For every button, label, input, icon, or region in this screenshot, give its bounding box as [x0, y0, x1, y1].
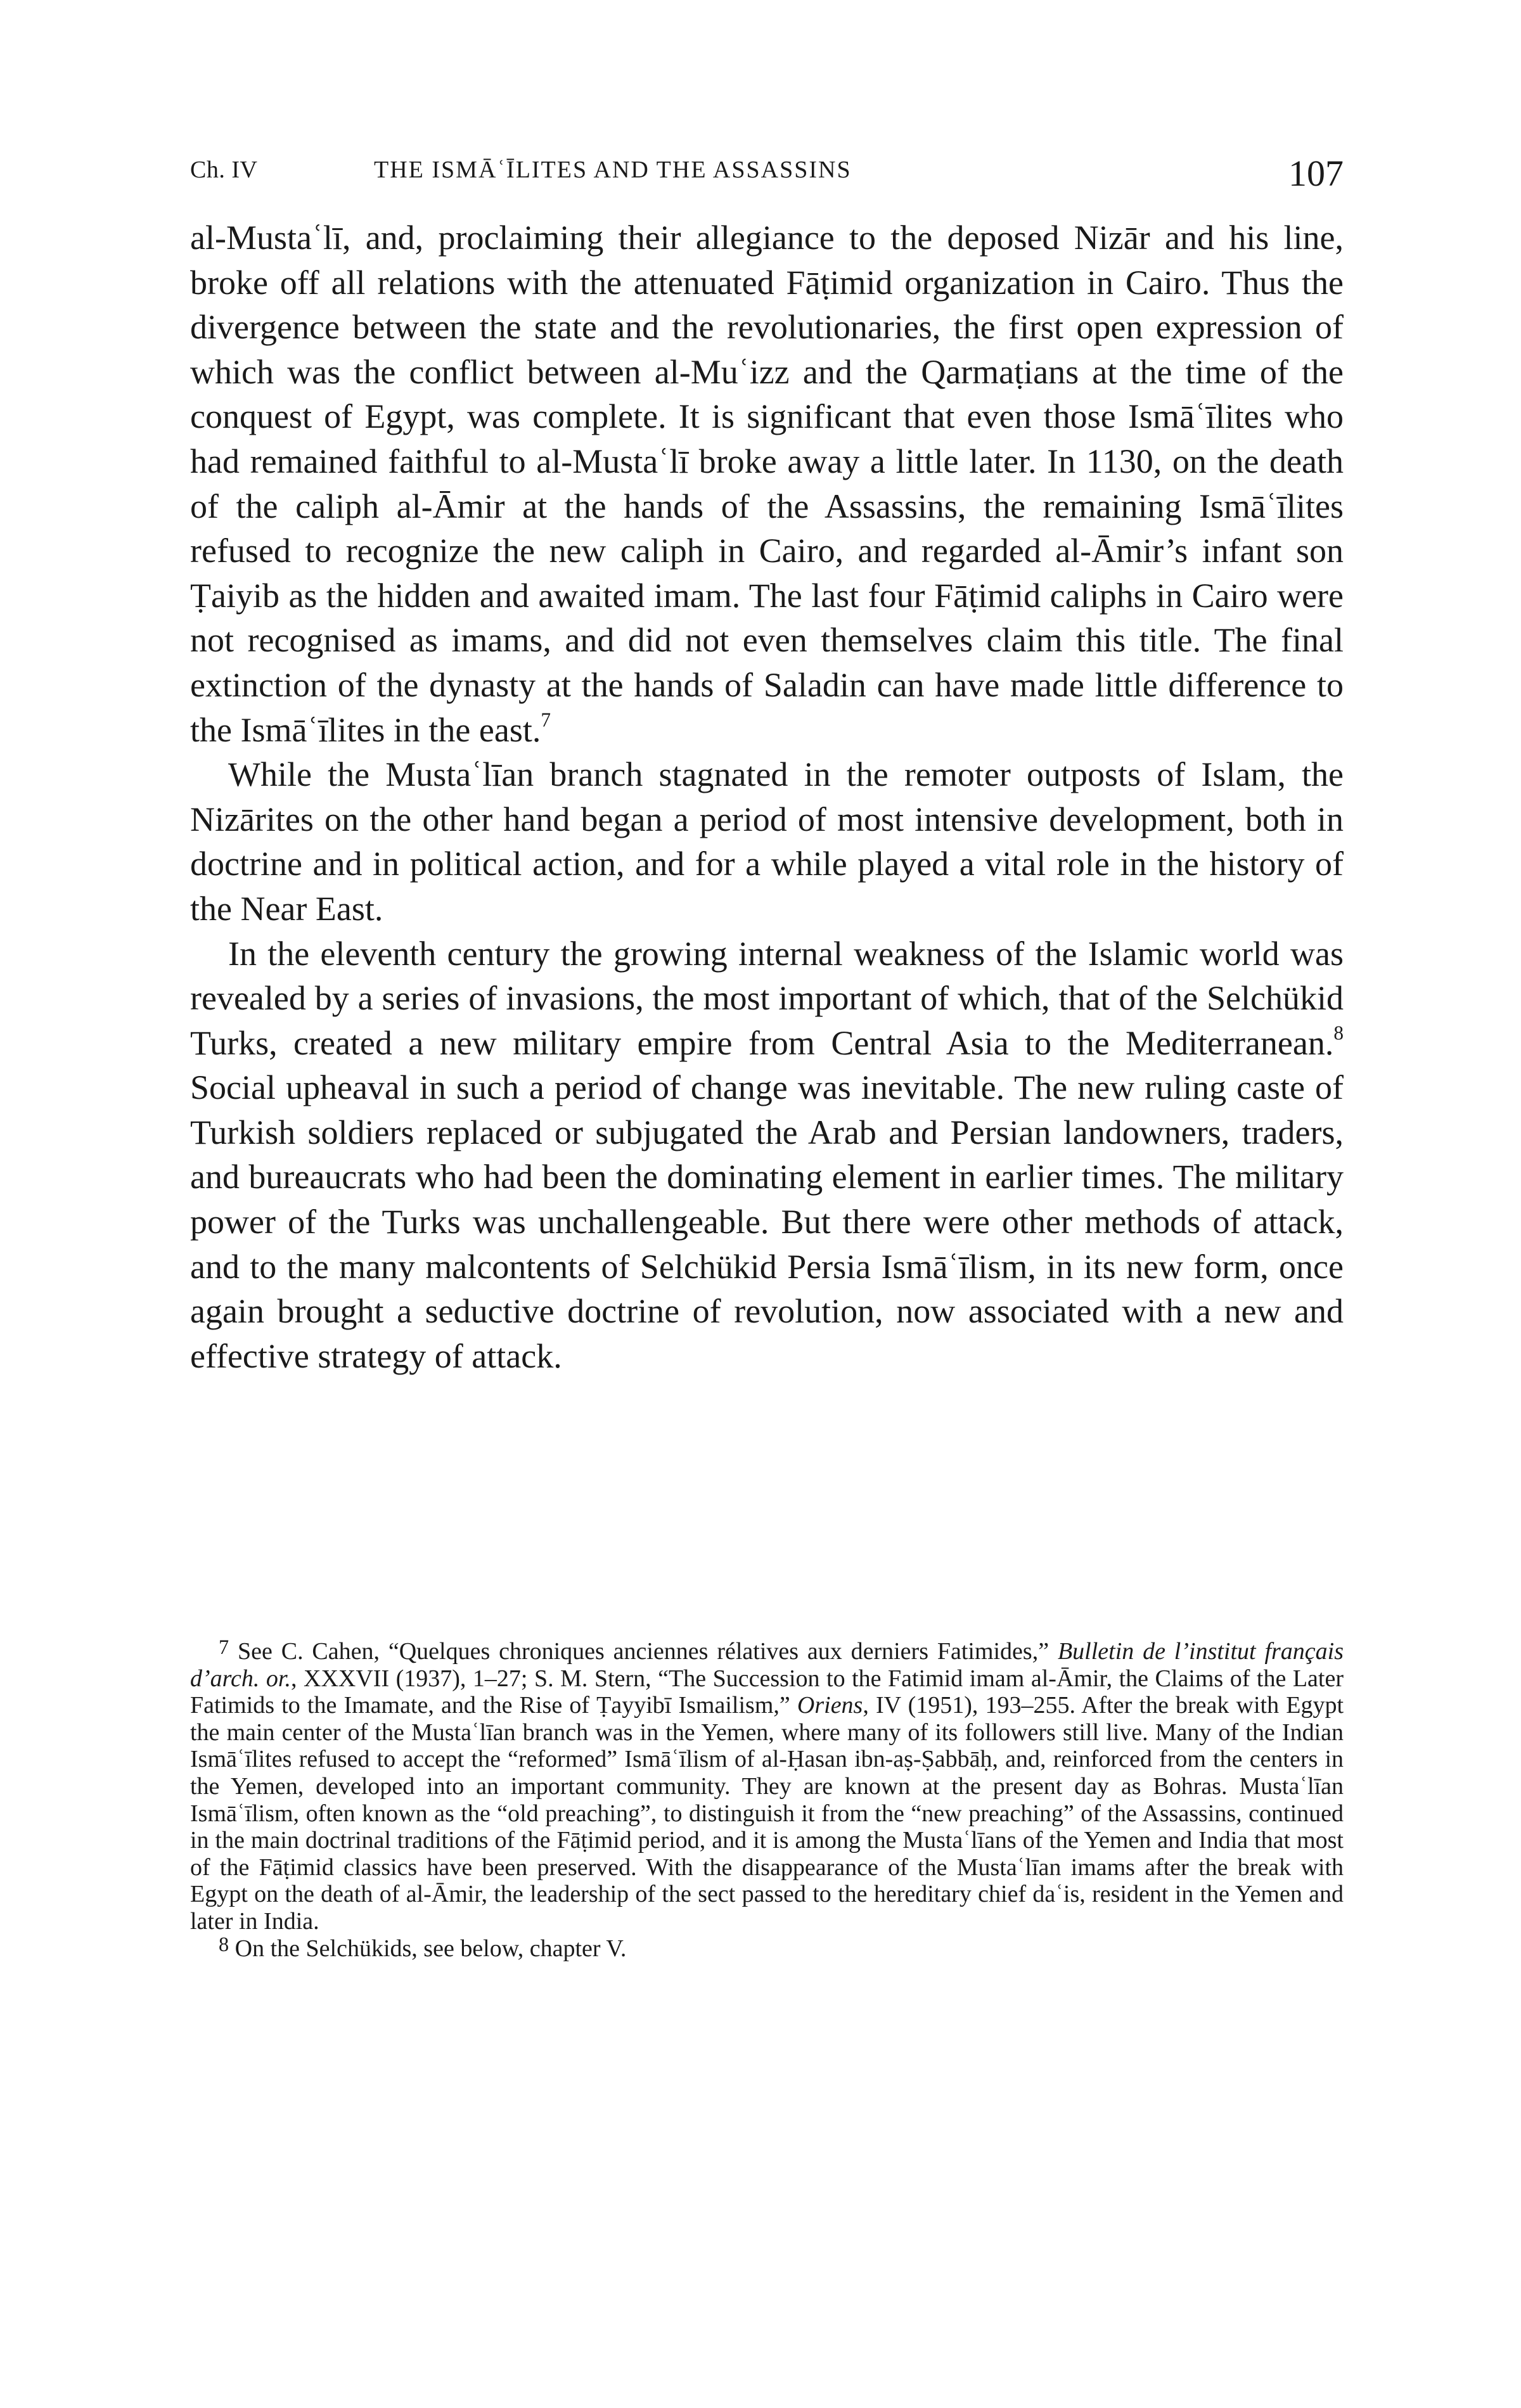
- note-reference-7: 7: [541, 708, 551, 731]
- footnote-8: [190, 1932, 1344, 1963]
- paragraph-2: [190, 752, 1344, 931]
- paragraph-3: [190, 932, 1344, 1379]
- footnote-8-text: On the Selchükids, see below, chapter V.: [229, 1935, 627, 1962]
- chapter-label: Ch. IV: [190, 157, 258, 183]
- chapter-title: THE ISMĀʿĪLITES AND THE ASSASSINS: [374, 157, 852, 183]
- paragraph-2-text: While the Mustaʿlīan branch stagnated in the remoter outposts of Islam, the Nizārites on the other hand began a period of most intensive development, both in doctrine and in political action, and for a while played a vital role in the history of the Near East.: [190, 755, 1344, 928]
- footnote-7-journal-oriens: Oriens: [797, 1692, 863, 1719]
- footnotes: [190, 1635, 1344, 1962]
- main-text: [190, 215, 1344, 1378]
- paragraph-3-text-before-note: In the eleventh century the growing internal weakness of the Islamic world was revealed by a series of invasions, the most important of which, that of the Selchükid Turks, created a new military empire from Central Asia to the Mediterranean.: [190, 934, 1344, 1062]
- paragraph-1: [190, 215, 1344, 752]
- footnote-7-marker: 7: [219, 1635, 229, 1658]
- footnote-7-journal-title: Bulletin de l’institut français d’arch. or.: [190, 1638, 1344, 1692]
- footnote-8-marker: 8: [219, 1932, 229, 1956]
- paragraph-3-text-after-note: Social upheaval in such a period of change was inevitable. The new ruling caste of Turkish soldiers replaced or subjugated the Arab and Persian landowners, traders, and bureaucrats who had been the dominating element in earlier times. The military power of the Turks was unchallengeable. But there were other methods of attack, and to the many malcontents of Selchükid Persia Ismāʿīlism, in its new form, once again brought a seductive doctrine of revolution, now associated with a new and effective strategy of attack.: [190, 1068, 1344, 1375]
- note-reference-8: 8: [1333, 1021, 1344, 1044]
- footnote-7-text-2: , XXXVII (1937), 1–27; S. M. Stern, “The Succession to the Fatimid imam al-Āmir, the Claims of the Later Fatimids to the Imamate, and the Rise of Ṭayyibī Ismailism,”: [190, 1665, 1344, 1719]
- page-number: 107: [1288, 153, 1344, 194]
- paragraph-1-text: al-Mustaʿlī, and, proclaiming their allegiance to the deposed Nizār and his line, broke off all relations with the attenuated Fāṭimid organization in Cairo. Thus the divergence between the state and the revolutionaries, the first open expression of which was the conflict between al-Muʿizz and the Qarmaṭians at the time of the conquest of Egypt, was complete. It is significant that even those Ismāʿīlites who had remained faithful to al-Mustaʿlī broke away a little later. In 1130, on the death of the caliph al-Āmir at the hands of the Assassins, the remaining Ismāʿīlites refused to recognize the new caliph in Cairo, and regarded al-Āmir’s infant son Ṭaiyib as the hidden and awaited imam. The last four Fāṭimid caliphs in Cairo were not recognised as imams, and did not even themselves claim this title. The final extinction of the dynasty at the hands of Saladin can have made little difference to the Ismāʿīlites in the east.: [190, 219, 1344, 749]
- running-head: [190, 152, 1344, 196]
- footnote-7-text-3: , IV (1951), 193–255. After the break with Egypt the main center of the Mustaʿlīan branch was in the Yemen, where many of its followers still live. Many of the Indian Ismāʿīlites refused to accept the “reformed” Ismāʿīlism of al-Ḥasan ibn-aṣ-Ṣabbāḥ, and, reinforced from the centers in the Yemen, developed into an important community. They are known at the present day as Bohras. Mustaʿlīan Ismāʿīlism, often known as the “old preaching”, to distinguish it from the “new preaching” of the Assassins, continued in the main doctrinal traditions of the Fāṭimid period, and it is among the Mustaʿlīans of the Yemen and India that most of the Fāṭimid classics have been preserved. With the disappearance of the Mustaʿlīan imams after the break with Egypt on the death of al-Āmir, the leadership of the sect passed to the hereditary chief daʿis, resident in the Yemen and later in India.: [190, 1692, 1344, 1935]
- footnote-7-text-1: See C. Cahen, “Quelques chroniques anciennes rélatives aux derniers Fatimides,”: [229, 1638, 1058, 1665]
- footnote-7: [190, 1635, 1344, 1935]
